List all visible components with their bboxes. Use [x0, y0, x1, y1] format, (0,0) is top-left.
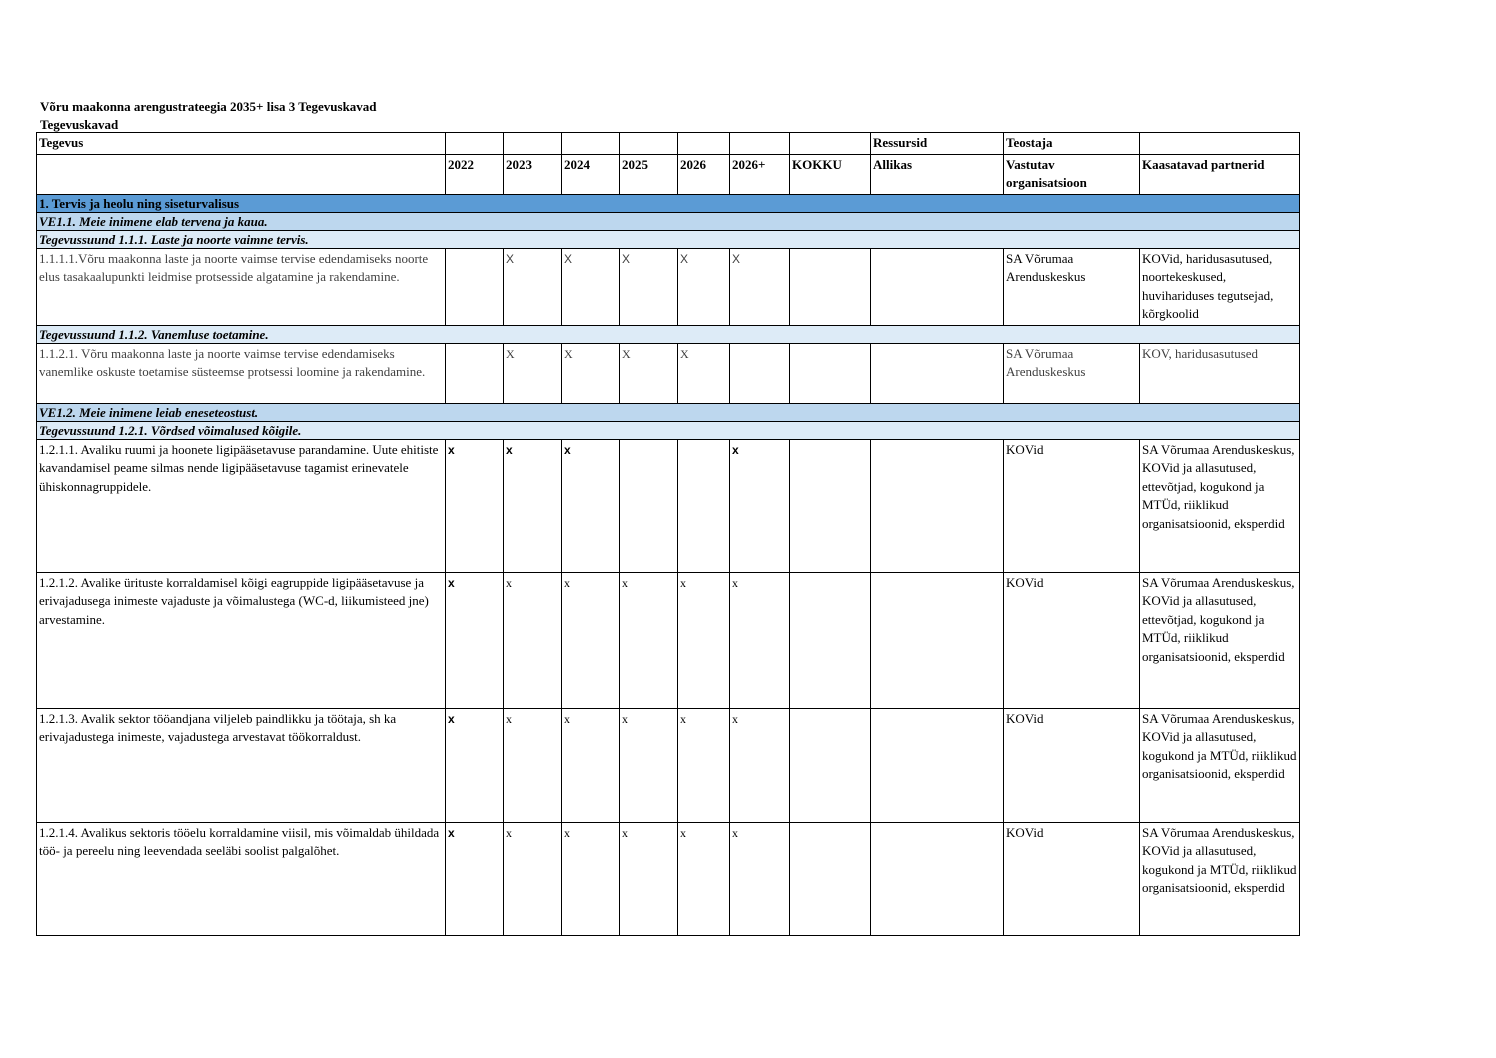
source-cell	[871, 708, 1004, 822]
header-activity: Tegevus	[37, 133, 446, 155]
activity-description: 1.1.1.1.Võru maakonna laste ja noorte vaimse tervise edendamiseks noorte elus tasakaalupunkti leidmise protsesside algatamine ja rakendamine.	[37, 248, 446, 325]
partners-list: SA Võrumaa Arenduskeskus, KOVid ja allasutused, ettevõtjad, kogukond ja MTÜd, riiklikud organisatsioonid, eksperdid	[1140, 572, 1300, 708]
activity-description: 1.2.1.3. Avalik sektor tööandjana viljeleb paindlikku ja töötaja, sh ka erivajadustega inimeste, vajadustega arvestavat töökorraldust.	[37, 708, 446, 822]
header-row-2	[37, 154, 1300, 194]
header-year: 2022	[446, 154, 504, 194]
responsible-org: KOVid	[1004, 822, 1140, 935]
year-mark: X	[730, 248, 790, 325]
activity-description: 1.2.1.2. Avalike ürituste korraldamisel kõigi eagruppide ligipääsetavuse ja erivajadusega inimeste vajaduste ja võimalustega (WC-d, liikumisteed jne) arvestamine.	[37, 572, 446, 708]
section-row	[37, 194, 1300, 212]
table-row	[37, 708, 1300, 822]
table-row	[37, 822, 1300, 935]
header-partners: Kaasatavad partnerid	[1140, 154, 1300, 194]
year-mark: x	[730, 572, 790, 708]
total-cell	[790, 343, 871, 403]
table-row	[37, 343, 1300, 403]
partners-list: SA Võrumaa Arenduskeskus, KOVid ja allasutused, kogukond ja MTÜd, riiklikud organisatsioonid, eksperdid	[1140, 822, 1300, 935]
year-mark: x	[678, 822, 730, 935]
source-cell	[871, 822, 1004, 935]
year-mark	[620, 439, 678, 572]
year-mark: x	[446, 439, 504, 572]
partners-list: KOV, haridusasutused	[1140, 343, 1300, 403]
year-mark: x	[730, 708, 790, 822]
table-row	[37, 439, 1300, 572]
partners-list: SA Võrumaa Arenduskeskus, KOVid ja allasutused, kogukond ja MTÜd, riiklikud organisatsioonid, eksperdid	[1140, 708, 1300, 822]
source-cell	[871, 343, 1004, 403]
partners-list: KOVid, haridusasutused, noortekeskused, huvihariduses tegutsejad, kõrgkoolid	[1140, 248, 1300, 325]
total-cell	[790, 708, 871, 822]
year-mark: X	[504, 248, 562, 325]
year-mark: X	[678, 343, 730, 403]
total-cell	[790, 572, 871, 708]
year-mark	[446, 248, 504, 325]
document-title: Võru maakonna arengustrateegia 2035+ lisa 3 Tegevuskavad	[40, 99, 377, 114]
year-mark: X	[620, 248, 678, 325]
document-subtitle: Tegevuskavad	[40, 117, 119, 132]
responsible-org: KOVid	[1004, 708, 1140, 822]
responsible-org: KOVid	[1004, 572, 1140, 708]
year-mark: x	[678, 572, 730, 708]
direction-row	[37, 325, 1300, 343]
year-mark: X	[504, 343, 562, 403]
year-mark: x	[446, 822, 504, 935]
header-year: 2026+	[730, 154, 790, 194]
responsible-org: SA Võrumaa Arenduskeskus	[1004, 248, 1140, 325]
header-year: 2025	[620, 154, 678, 194]
year-mark: x	[620, 708, 678, 822]
source-cell	[871, 572, 1004, 708]
header-row-1	[37, 133, 1300, 155]
year-mark: x	[504, 708, 562, 822]
year-mark: x	[504, 439, 562, 572]
responsible-org: SA Võrumaa Arenduskeskus	[1004, 343, 1140, 403]
year-mark: x	[562, 439, 620, 572]
activity-description: 1.1.2.1. Võru maakonna laste ja noorte vaimse tervise edendamiseks vanemlike oskuste toetamise süsteemse protsessi loomine ja rakendamine.	[37, 343, 446, 403]
goal-row	[37, 212, 1300, 230]
year-mark: x	[620, 572, 678, 708]
activity-description: 1.2.1.4. Avalikus sektoris tööelu korraldamine viisil, mis võimaldab ühildada töö- ja pereelu ning leevendada seeläbi soolist palgalõhet.	[37, 822, 446, 935]
year-mark: x	[562, 708, 620, 822]
year-mark	[678, 439, 730, 572]
total-cell	[790, 822, 871, 935]
year-mark: X	[562, 343, 620, 403]
year-mark	[730, 343, 790, 403]
year-mark: x	[446, 708, 504, 822]
total-cell	[790, 248, 871, 325]
year-mark: x	[562, 822, 620, 935]
direction-title: Tegevussuund 1.1.1. Laste ja noorte vaimne tervis.	[37, 230, 1300, 248]
year-mark: x	[730, 439, 790, 572]
responsible-org: KOVid	[1004, 439, 1140, 572]
direction-title: Tegevussuund 1.1.2. Vanemluse toetamine.	[37, 325, 1300, 343]
source-cell	[871, 248, 1004, 325]
section-title: 1. Tervis ja heolu ning siseturvalisus	[37, 194, 1300, 212]
year-mark: X	[678, 248, 730, 325]
header-responsible: Vastutav organisatsioon	[1004, 154, 1140, 194]
partners-list: SA Võrumaa Arenduskeskus, KOVid ja allasutused, ettevõtjad, kogukond ja MTÜd, riiklikud organisatsioonid, eksperdid	[1140, 439, 1300, 572]
year-mark: x	[504, 572, 562, 708]
year-mark	[446, 343, 504, 403]
direction-title: Tegevussuund 1.2.1. Võrdsed võimalused kõigile.	[37, 421, 1300, 439]
header-resources: Ressursid	[871, 133, 1004, 155]
year-mark: x	[446, 572, 504, 708]
activity-description: 1.2.1.1. Avaliku ruumi ja hoonete ligipääsetavuse parandamine. Uute ehitiste kavandamisel peame silmas nende ligipääsetavuse tagamist erinevatele ühiskonnagruppidele.	[37, 439, 446, 572]
year-mark: x	[620, 822, 678, 935]
year-mark: X	[620, 343, 678, 403]
table-row	[37, 248, 1300, 325]
year-mark: x	[504, 822, 562, 935]
year-mark: x	[562, 572, 620, 708]
header-year: 2023	[504, 154, 562, 194]
year-mark: x	[678, 708, 730, 822]
goal-title: VE1.1. Meie inimene elab tervena ja kaua.	[37, 212, 1300, 230]
header-executor: Teostaja	[1004, 133, 1140, 155]
action-plan-table	[36, 132, 1300, 936]
total-cell	[790, 439, 871, 572]
source-cell	[871, 439, 1004, 572]
direction-row	[37, 421, 1300, 439]
table-row	[37, 572, 1300, 708]
year-mark: x	[730, 822, 790, 935]
direction-row	[37, 230, 1300, 248]
header-source: Allikas	[871, 154, 1004, 194]
year-mark: X	[562, 248, 620, 325]
header-year: 2026	[678, 154, 730, 194]
header-total: KOKKU	[790, 154, 871, 194]
header-year: 2024	[562, 154, 620, 194]
goal-title: VE1.2. Meie inimene leiab eneseteostust.	[37, 403, 1300, 421]
goal-row	[37, 403, 1300, 421]
